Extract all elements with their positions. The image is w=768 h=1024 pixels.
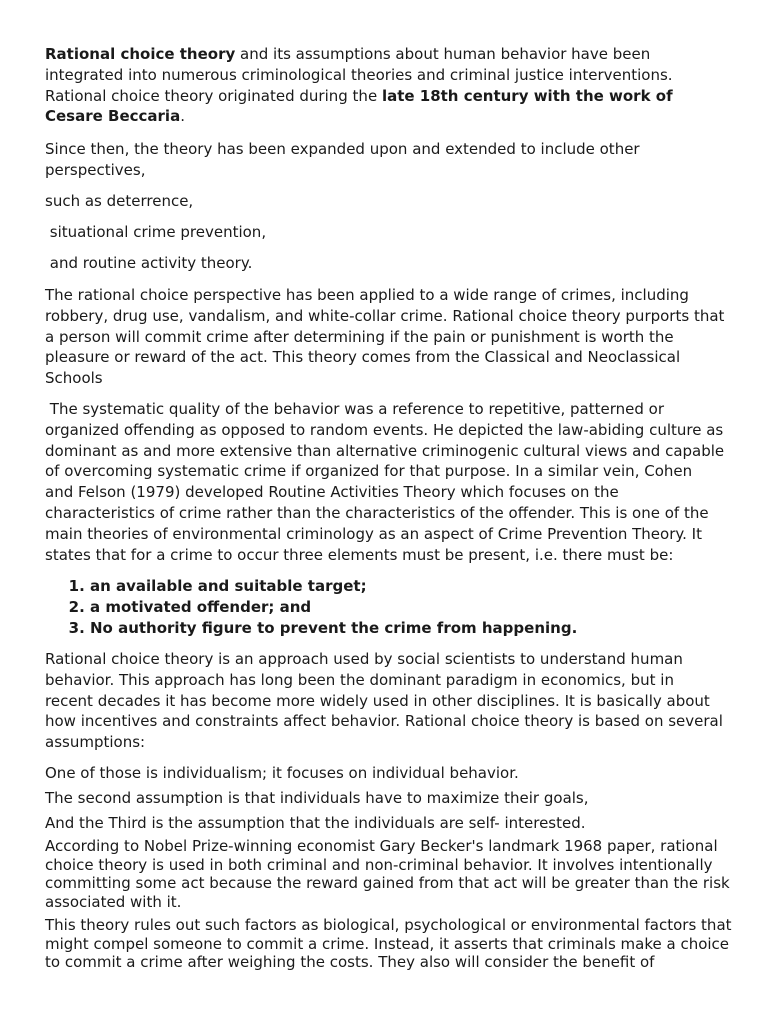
paragraph-routine-activity: and routine activity theory. — [45, 254, 253, 272]
paragraph-perspective: The rational choice perspective has been applied to a wide range of crimes, including robbery, drug use, vandalism, and white-collar crime. Rational choice theory purports that a person will commit crime after determining if the pain or punishment is worth the pleasure or reward of the act. This theory comes from the Classical and Neoclassical Schools — [45, 286, 725, 388]
paragraph-assumption-1: One of those is individualism; it focuses on individual behavior. — [45, 764, 519, 782]
intro-period: . — [180, 107, 185, 126]
paragraph-since-then: Since then, the theory has been expanded upon and extended to include other perspectives, — [45, 140, 640, 179]
paragraph-becker: According to Nobel Prize-winning economist Gary Becker's landmark 1968 paper, rational choice theory is used in both criminal and non-criminal behavior. It involves intentionally committing some act because the reward gained from that act will be greater than the risk associated with it. — [45, 837, 730, 911]
term-rational-choice-theory: Rational choice theory — [45, 45, 236, 63]
paragraph-deterrence: such as deterrence, — [45, 192, 194, 210]
paragraph-intro — [45, 44, 725, 127]
term-beccaria: late 18th century with the work of Cesare Beccaria — [45, 86, 673, 126]
paragraph-assumption-2: The second assumption is that individuals have to maximize their goals, — [45, 789, 589, 807]
list-item: 3. No authority figure to prevent the crime from happening. — [90, 618, 730, 639]
list-item: 1. an available and suitable target; — [90, 576, 730, 597]
intro-text: and its assumptions about human behavior have been integrated into numerous criminological theories and criminal justice interventions. Rational choice theory originated during the — [45, 45, 673, 105]
paragraph-approach: Rational choice theory is an approach used by social scientists to understand human behavior. This approach has long been the dominant paradigm in economics, but in recent decades it has become more widely used in other disciplines. It is basically about how incentives and constraints affect behavior. Rational choice theory is based on several assumptions: — [45, 650, 723, 752]
paragraph-assumption-3: And the Third is the assumption that the individuals are self- interested. — [45, 814, 586, 832]
paragraph-rules-out: This theory rules out such factors as biological, psychological or environmental factors that might compel someone to commit a crime. Instead, it asserts that criminals make a choice to commit a crime after weighing the costs. They also will consider the benefit of — [45, 916, 732, 971]
paragraph-systematic: The systematic quality of the behavior was a reference to repetitive, patterned or organized offending as opposed to random events. He depicted the law-abiding culture as dominant as and more extensive than alternative criminogenic cultural views and capable of overcoming systematic crime if organized for that purpose. In a similar vein, Cohen and Felson (1979) developed Routine Activities Theory which focuses on the characteristics of crime rather than the characteristics of the offender. This is one of the main theories of environmental criminology as an aspect of Crime Prevention Theory. It states that for a crime to occur three elements must be present, i.e. there must be: — [45, 400, 729, 564]
list-item: 2. a motivated offender; and — [90, 597, 730, 618]
elements-list — [45, 576, 730, 638]
paragraph-situational: situational crime prevention, — [45, 223, 267, 241]
